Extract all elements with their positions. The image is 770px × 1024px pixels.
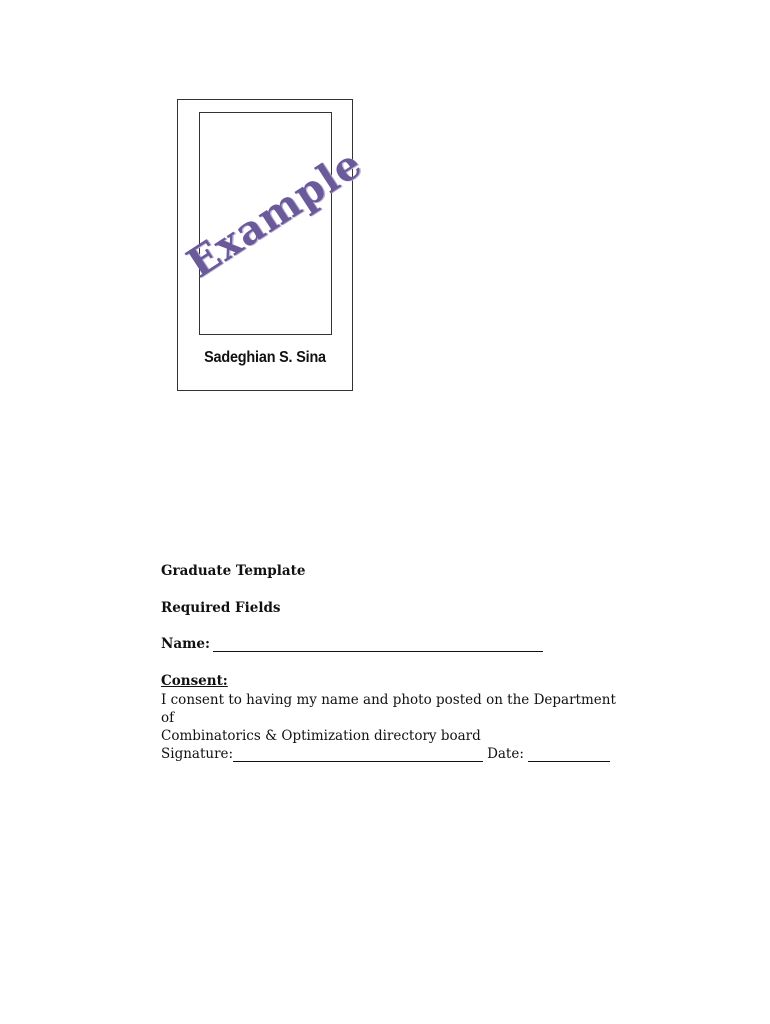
example-watermark: Example — [178, 139, 371, 288]
name-field-row — [161, 636, 543, 652]
id-card — [177, 99, 353, 391]
signature-field-line[interactable] — [233, 747, 483, 762]
signature-row — [161, 746, 610, 762]
name-label: Name: — [161, 636, 210, 652]
name-field-line[interactable] — [213, 637, 543, 652]
consent-text — [161, 691, 631, 745]
consent-heading: Consent: — [161, 673, 228, 689]
required-fields-heading: Required Fields — [161, 600, 281, 616]
photo-placeholder — [199, 112, 332, 335]
date-label: Date: — [487, 746, 524, 762]
signature-label: Signature: — [161, 746, 234, 762]
consent-text-line-1: I consent to having my name and photo posted on the Department of — [161, 692, 616, 726]
page-title: Graduate Template — [161, 563, 306, 579]
date-field-line[interactable] — [528, 747, 610, 762]
consent-text-line-2: Combinatorics & Optimization directory board — [161, 728, 481, 744]
card-name-label: Sadeghian S. Sina — [204, 349, 326, 366]
